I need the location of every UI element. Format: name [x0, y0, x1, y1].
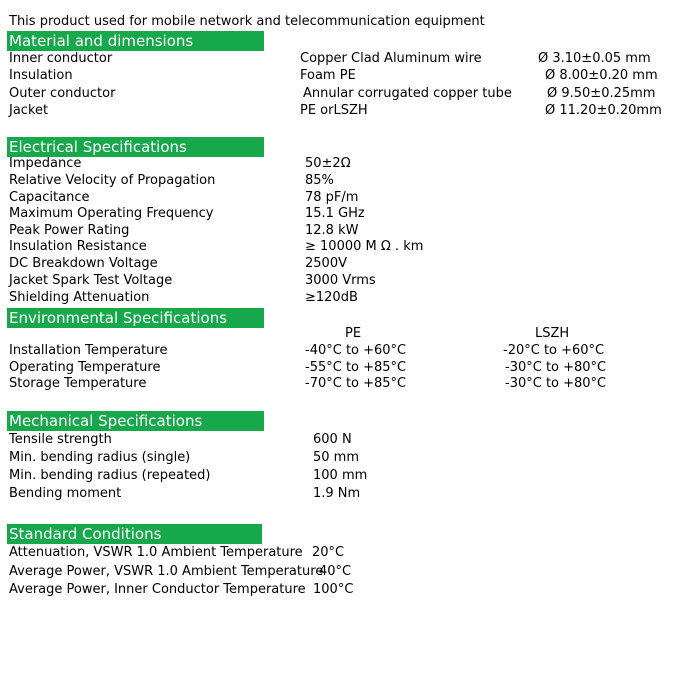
- environmental-lszh-value: -20°C to +60°C: [503, 343, 605, 358]
- column-header-lszh: LSZH: [535, 326, 570, 341]
- electrical-label: Maximum Operating Frequency: [9, 206, 214, 221]
- section-header-environmental: Environmental Specifications: [7, 308, 264, 328]
- column-header-pe: PE: [345, 326, 362, 341]
- intro-text: This product used for mobile network and telecommunication equipment: [9, 14, 485, 29]
- environmental-label: Storage Temperature: [9, 376, 147, 391]
- material-value: Foam PE: [300, 68, 356, 83]
- electrical-value: 50±2Ω: [305, 156, 351, 171]
- mechanical-label: Min. bending radius (repeated): [9, 468, 211, 483]
- material-label: Outer conductor: [9, 86, 116, 101]
- electrical-value: 2500V: [305, 256, 347, 271]
- material-dimension: Ø 3.10±0.05 mm: [538, 51, 651, 66]
- electrical-label: Capacitance: [9, 190, 90, 205]
- electrical-label: Relative Velocity of Propagation: [9, 173, 216, 188]
- electrical-label: Shielding Attenuation: [9, 290, 150, 305]
- electrical-value: ≥ 10000 M Ω . km: [305, 239, 424, 254]
- electrical-value: 3000 Vrms: [305, 273, 376, 288]
- electrical-label: Peak Power Rating: [9, 223, 130, 238]
- electrical-value: 78 pF/m: [305, 190, 359, 205]
- mechanical-label: Bending moment: [9, 486, 122, 501]
- environmental-label: Operating Temperature: [9, 360, 161, 375]
- electrical-value: 85%: [305, 173, 334, 188]
- material-value: Copper Clad Aluminum wire: [300, 51, 482, 66]
- electrical-value: 15.1 GHz: [305, 206, 365, 221]
- electrical-label: Jacket Spark Test Voltage: [9, 273, 173, 288]
- material-label: Jacket: [9, 103, 49, 118]
- environmental-pe-value: -70°C to +85°C: [305, 376, 407, 391]
- electrical-label: Insulation Resistance: [9, 239, 147, 254]
- standard-value: 40°C: [319, 564, 352, 579]
- mechanical-value: 50 mm: [313, 450, 360, 465]
- material-dimension: Ø 8.00±0.20 mm: [545, 68, 658, 83]
- mechanical-value: 600 N: [313, 432, 352, 447]
- material-value: PE orLSZH: [300, 103, 368, 118]
- section-header-standard: Standard Conditions: [7, 524, 262, 544]
- material-value: Annular corrugated copper tube: [303, 86, 512, 101]
- standard-label: Average Power, VSWR 1.0 Ambient Temperature: [9, 564, 324, 579]
- standard-label: Average Power, Inner Conductor Temperature: [9, 582, 306, 597]
- mechanical-value: 100 mm: [313, 468, 368, 483]
- section-header-mechanical: Mechanical Specifications: [7, 411, 264, 431]
- mechanical-value: 1.9 Nm: [313, 486, 361, 501]
- environmental-pe-value: -40°C to +60°C: [305, 343, 407, 358]
- standard-value: 20°C: [312, 545, 345, 560]
- environmental-lszh-value: -30°C to +80°C: [505, 376, 607, 391]
- environmental-pe-value: -55°C to +85°C: [305, 360, 407, 375]
- section-header-electrical: Electrical Specifications: [7, 137, 264, 157]
- environmental-lszh-value: -30°C to +80°C: [505, 360, 607, 375]
- material-label: Inner conductor: [9, 51, 113, 66]
- material-dimension: Ø 11.20±0.20mm: [545, 103, 662, 118]
- electrical-value: 12.8 kW: [305, 223, 359, 238]
- mechanical-label: Min. bending radius (single): [9, 450, 191, 465]
- material-label: Insulation: [9, 68, 73, 83]
- standard-label: Attenuation, VSWR 1.0 Ambient Temperature: [9, 545, 303, 560]
- standard-value: 100°C: [313, 582, 354, 597]
- section-header-material: Material and dimensions: [7, 31, 264, 51]
- electrical-label: Impedance: [9, 156, 82, 171]
- electrical-value: ≥120dB: [305, 290, 358, 305]
- material-dimension: Ø 9.50±0.25mm: [547, 86, 656, 101]
- mechanical-label: Tensile strength: [9, 432, 112, 447]
- environmental-label: Installation Temperature: [9, 343, 168, 358]
- electrical-label: DC Breakdown Voltage: [9, 256, 158, 271]
